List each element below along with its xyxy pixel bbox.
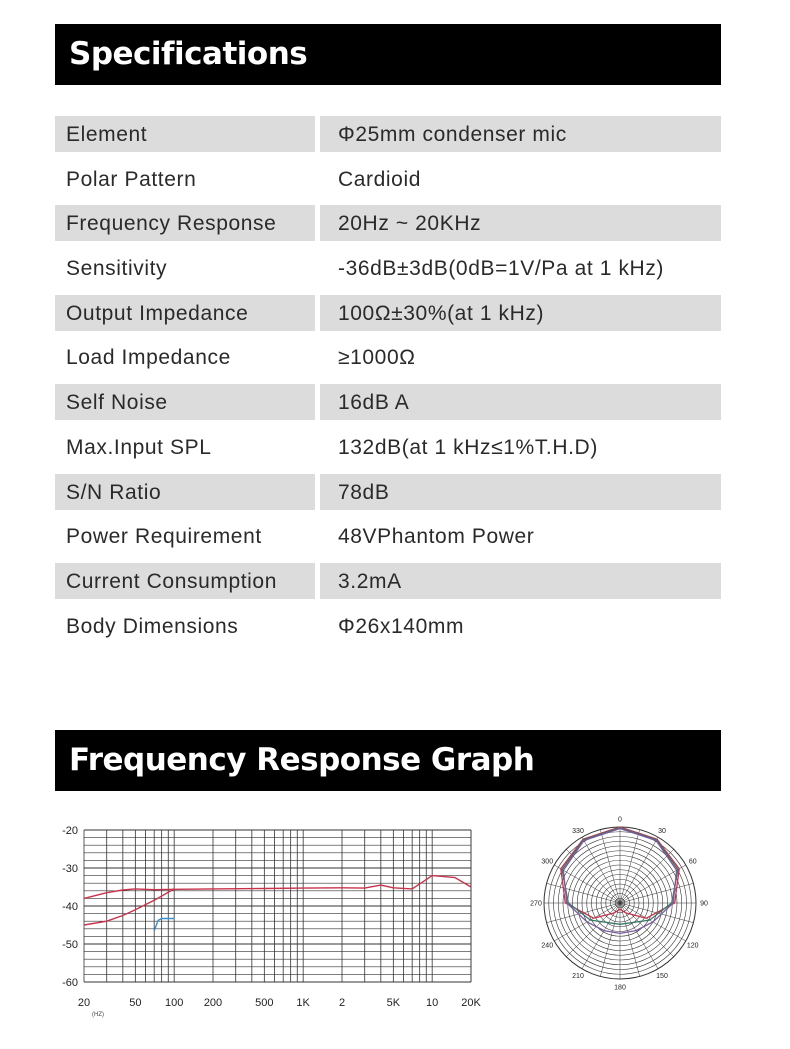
angle-label: 0 [618, 816, 622, 824]
spec-row [55, 250, 721, 295]
angle-label: 120 [686, 942, 699, 950]
x-tick-label: 20 [77, 997, 91, 1009]
spec-row [55, 339, 721, 384]
spec-value: Φ26x140mm [338, 614, 465, 638]
specifications-table [55, 116, 721, 652]
spec-label: Polar Pattern [66, 167, 197, 191]
spec-row [55, 295, 721, 340]
spec-row [55, 161, 721, 206]
x-tick-label: 500 [255, 997, 274, 1009]
x-tick-label: 2 [338, 997, 346, 1009]
frequency-response-chart [50, 820, 490, 1025]
spec-value: Cardioid [338, 167, 422, 191]
angle-label: 150 [656, 973, 668, 981]
spec-label: Load Impedance [66, 346, 231, 370]
spec-value: 16dB A [320, 384, 721, 420]
spec-value: 132dB(at 1 kHz≤1%T.H.D) [338, 435, 598, 459]
x-tick-label: 50 [129, 997, 142, 1009]
y-tick-label: -20 [62, 825, 78, 837]
spec-value: 3.2mA [320, 563, 721, 599]
y-tick-label: -40 [62, 901, 78, 913]
spec-row [55, 474, 721, 519]
spec-row [55, 429, 721, 474]
y-tick-label: -50 [62, 939, 78, 951]
angle-label: 180 [614, 984, 626, 992]
spec-label: Output Impedance [55, 295, 315, 331]
spec-label: Body Dimensions [66, 614, 239, 638]
x-tick-label: 100 [164, 997, 184, 1009]
x-tick-label: 5K [386, 997, 401, 1009]
spec-label: Sensitivity [66, 257, 168, 281]
angle-label: 300 [541, 858, 554, 866]
spec-value: ≥1000Ω [338, 346, 416, 370]
angle-label: 210 [572, 973, 584, 981]
spec-row [55, 116, 721, 161]
angle-label: 330 [572, 827, 584, 835]
y-tick-label: -30 [62, 863, 78, 875]
spec-label: Current Consumption [55, 563, 315, 599]
spec-value: 100Ω±30%(at 1 kHz) [320, 295, 721, 331]
spec-value: -36dB±3dB(0dB=1V/Pa at 1 kHz) [338, 257, 665, 281]
x-tick-label: 20K [461, 997, 481, 1009]
spec-value: 78dB [320, 474, 721, 510]
spec-row [55, 384, 721, 429]
spec-row [55, 518, 721, 563]
spec-row [55, 563, 721, 608]
spec-label: Self Noise [55, 384, 315, 420]
spec-label: Max.Input SPL [66, 435, 212, 459]
spec-label: Power Requirement [66, 525, 262, 549]
x-unit-label: (HZ) [92, 1012, 104, 1018]
spec-label: Frequency Response [55, 205, 315, 241]
polar-pattern-chart [520, 808, 720, 998]
frequency-response-heading: Frequency Response Graph [55, 730, 721, 791]
x-tick-label: 10 [426, 997, 439, 1009]
response-curve-1 [84, 876, 471, 899]
x-tick-label: 200 [203, 997, 223, 1009]
spec-value: 20Hz ~ 20KHz [320, 205, 721, 241]
spec-row [55, 205, 721, 250]
angle-label: 30 [658, 827, 666, 835]
angle-label: 60 [688, 858, 697, 866]
spec-row [55, 608, 721, 653]
angle-label: 90 [700, 900, 708, 908]
spec-label: Element [55, 116, 315, 152]
spec-label: S/N Ratio [55, 474, 315, 510]
spec-value: 48VPhantom Power [338, 525, 535, 549]
spec-value: Φ25mm condenser mic [320, 116, 721, 152]
x-tick-label: 1K [296, 997, 310, 1009]
angle-label: 270 [530, 900, 542, 908]
y-tick-label: -60 [62, 977, 78, 989]
angle-label: 240 [541, 942, 554, 950]
specifications-heading: Specifications [55, 24, 721, 85]
